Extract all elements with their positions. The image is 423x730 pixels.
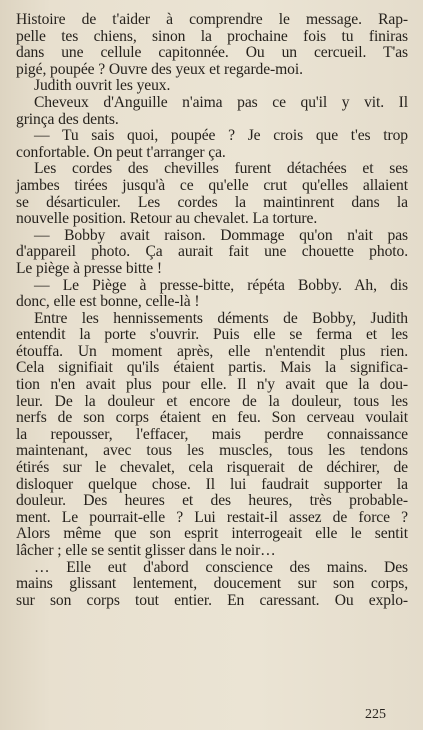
text-line: d'appareil photo. Ça aurait fait une chouette photo. — [16, 243, 408, 261]
text-line: grinça des dents. — [16, 110, 119, 128]
text-line: entendit la porte s'ouvrir. Puis elle se ferma et les — [16, 326, 408, 344]
text-line: disloquer quelque chose. Il lui faudrait supporter la — [16, 475, 408, 493]
page-number: 225 — [365, 707, 386, 722]
text-line: étouffa. Un moment après, elle n'entendit plus rien. — [16, 342, 408, 360]
text-line: donc, elle est bonne, celle-là ! — [16, 293, 200, 311]
text-line: pelle tes chiens, sinon la prochaine fois tu finiras — [16, 27, 408, 45]
text-line: Entre les hennissements déments de Bobby, Judith — [34, 309, 408, 327]
text-line: Cheveux d'Anguille n'aima pas ce qu'il y vit. Il — [34, 93, 408, 111]
text-line: — Bobby avait raison. Dommage qu'on n'ait pas — [34, 226, 408, 244]
text-line: Les cordes des chevilles furent détachées et ses — [34, 160, 408, 178]
text-line: la repousser, l'effacer, mais perdre connaissance — [16, 425, 408, 443]
text-line: étirés sur le chevalet, cela risquerait de déchirer, de — [16, 459, 408, 477]
text-line: — Le Piège à presse-bitte, répéta Bobby. Ah, dis — [34, 276, 408, 294]
body-text — [16, 12, 408, 609]
text-line: maintenant, avec tous les muscles, tous les tendons — [16, 442, 408, 460]
text-line: — Tu sais quoi, poupée ? Je crois que t'es trop — [34, 127, 408, 145]
text-line: douleur. Des heures et des heures, très probable- — [16, 492, 408, 510]
text-line: Le piège à presse bitte ! — [16, 259, 163, 277]
text-line: lâcher ; elle se sentit glisser dans le noir… — [16, 542, 276, 559]
text-line: tion n'en avait plus pour elle. Il n'y avait que la dou- — [16, 376, 408, 394]
text-line: Alors même que son esprit interrogeait elle le sentit — [16, 525, 408, 543]
text-line: nouvelle position. Retour au chevalet. La torture. — [16, 210, 318, 228]
text-line: Cela signifiait qu'ils étaient partis. Mais la significa- — [16, 359, 408, 377]
text-line: confortable. On peut t'arranger ça. — [16, 143, 226, 161]
text-line: leur. De la douleur et encore de la douleur, tous les — [16, 392, 408, 410]
text-line: nerfs de son corps étaient en feu. Son cerveau voulait — [16, 409, 408, 427]
text-line: se désarticuler. Les cordes la maintinrent dans la — [16, 193, 408, 211]
text-line: mains glissant lentement, doucement sur son corps, — [16, 575, 408, 593]
text-line: Judith ouvrit les yeux. — [34, 77, 171, 95]
text-line: Histoire de t'aider à comprendre le message. Rap- — [16, 11, 408, 28]
text-line: dans une cellule capitonnée. Ou un cercueil. T'as — [16, 44, 408, 62]
text-line: … Elle eut d'abord conscience des mains. Des — [34, 558, 408, 576]
text-line: pigé, poupée ? Ouvre des yeux et regarde-moi. — [16, 60, 303, 78]
text-line: ment. Le pourrait-elle ? Lui restait-il assez de force ? — [16, 508, 408, 526]
text-line: sur son corps tout entier. En caressant. Ou explo- — [16, 591, 408, 609]
text-line: jambes tirées jusqu'à ce qu'elle crut qu'elles allaient — [16, 176, 408, 194]
